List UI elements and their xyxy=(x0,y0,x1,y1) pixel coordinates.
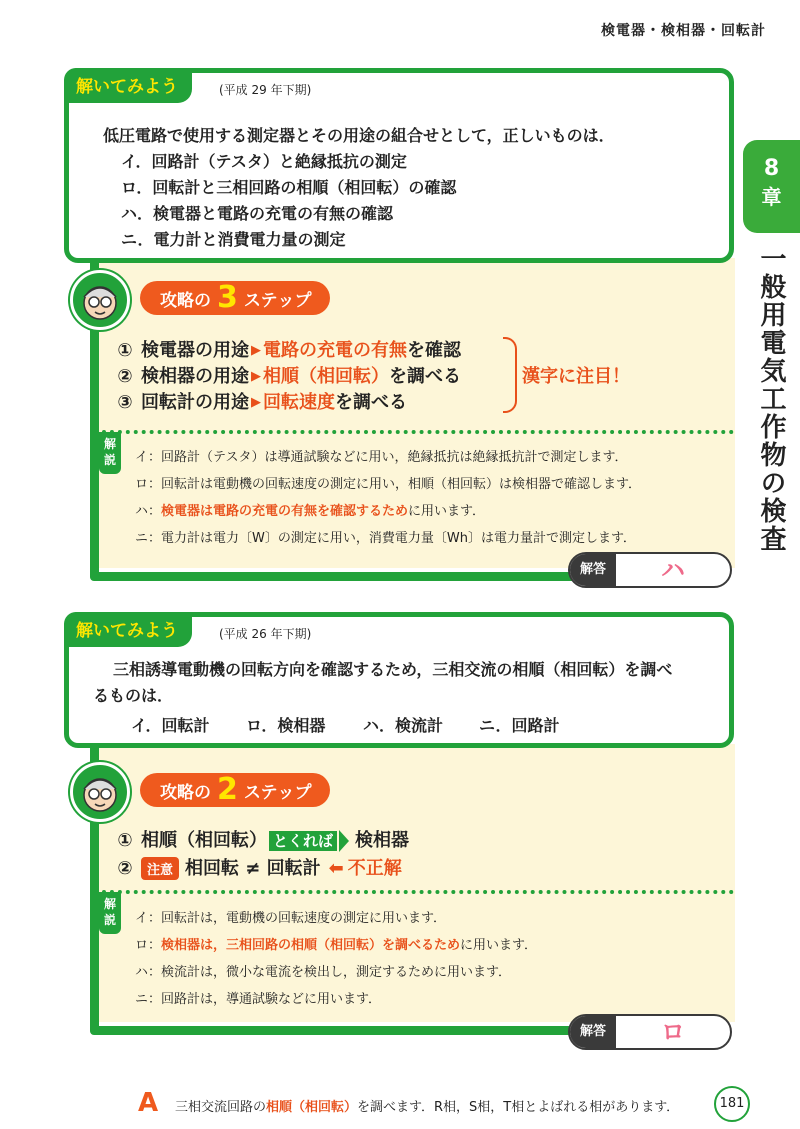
answer-box-2 xyxy=(568,1014,732,1050)
explanation-text: イ：回路計（テスタ）は導通試験などに用い，絶縁抵抗は絶縁抵抗計で測定します． xyxy=(135,450,628,465)
step-lead: 相順（相回転） xyxy=(141,830,267,851)
option-ni: ニ．回路計 xyxy=(479,716,560,735)
step-tail: を確認 xyxy=(407,340,461,361)
answer-label: 解答 xyxy=(570,554,616,586)
step-lead: 検相器の用途 xyxy=(141,366,249,387)
question-stem: 低圧電路で使用する測定器とその用途の組合せとして，正しいものは． xyxy=(103,126,615,145)
question-panel-1 xyxy=(64,68,734,263)
option-i: イ．回路計（テスタ）と絶縁抵抗の測定 xyxy=(121,152,407,171)
step-number: ③ xyxy=(117,392,133,413)
strategy-pill-2 xyxy=(140,773,330,807)
caution-badge: 注意 xyxy=(141,857,179,880)
step-text: 相回転 ≠ 回転計 xyxy=(185,858,321,879)
explanation-text: ニ：電力計は電力〔W〕の測定に用い，消費電力量〔Wh〕は電力量計で測定します． xyxy=(135,531,636,546)
footer-highlight: 相順（相回転） xyxy=(266,1100,358,1115)
explanation-i xyxy=(135,907,446,926)
character-avatar xyxy=(70,270,130,330)
explanation-text: ニ：回路計は，導通試験などに用います． xyxy=(135,992,381,1007)
explanation-text: イ：回転計は，電動機の回転速度の測定に用います． xyxy=(135,911,446,926)
strategy-suffix: ステップ xyxy=(243,290,312,311)
option-ha: ハ．検電器と電路の充電の有無の確認 xyxy=(121,204,394,223)
step2-1 xyxy=(115,826,409,852)
strategy-pill-1 xyxy=(140,281,330,315)
footer-note xyxy=(175,1096,679,1115)
footer-text-tail: を調べます．R相，S相，T相とよばれる相があります． xyxy=(357,1100,680,1115)
explanation-i xyxy=(135,446,627,465)
answer-marker: A xyxy=(138,1088,159,1118)
explanation-ha xyxy=(135,961,511,980)
step-number: ② xyxy=(117,858,133,879)
explanation-prefix: ハ： xyxy=(135,504,162,519)
step2-2 xyxy=(115,854,402,880)
option-ro: ロ．回転計と三相回路の相順（相回転）の確認 xyxy=(121,178,457,197)
answer-value: ロ xyxy=(661,1018,685,1046)
explanation-prefix: ロ： xyxy=(135,938,162,953)
strategy-suffix: ステップ xyxy=(243,782,312,803)
question-stem-line2: るものは． xyxy=(93,686,174,705)
explanation-suffix: に用います． xyxy=(408,504,485,519)
explanation-text: ハ：検流計は，微小な電流を検出し，測定するために用います． xyxy=(135,965,511,980)
step-key: 回転速度 xyxy=(263,392,335,413)
step-key: 電路の充電の有無 xyxy=(263,340,407,361)
option-ni: ニ．電力計と消費電力量の測定 xyxy=(121,230,346,249)
question-year: (平成 29 年下期) xyxy=(219,83,312,97)
chapter-unit: 章 xyxy=(761,185,782,209)
triangle-arrow-icon: ▶ xyxy=(251,395,261,410)
strategy-count: 2 xyxy=(217,772,238,807)
explanation-highlight: 検相器は，三相回路の相順（相回転）を調べるため xyxy=(161,938,461,953)
professor-icon xyxy=(73,765,127,819)
step-lead: 検電器の用途 xyxy=(141,340,249,361)
step-tail: を調べる xyxy=(335,392,407,413)
option-i: イ．回転計 xyxy=(131,716,210,735)
step-1 xyxy=(115,336,461,362)
answer-box-1 xyxy=(568,552,732,588)
footer-text: 三相交流回路の xyxy=(175,1100,267,1115)
triangle-arrow-icon: ▶ xyxy=(251,343,261,358)
explanation-ro xyxy=(135,934,537,953)
running-head: 検電器・検相器・回転計 xyxy=(601,23,766,39)
question-year: (平成 26 年下期) xyxy=(219,627,312,641)
triangle-arrow-icon: ▶ xyxy=(251,369,261,384)
page-number: 181 xyxy=(714,1086,750,1122)
question-label: 解いてみよう xyxy=(64,612,192,647)
character-avatar xyxy=(70,762,130,822)
step-tail: を調べる xyxy=(389,366,461,387)
step-number: ① xyxy=(117,830,133,851)
dotted-divider xyxy=(102,890,734,894)
block-bottom-rule xyxy=(90,572,590,581)
step-result: 検相器 xyxy=(355,830,410,851)
step-wrong: 不正解 xyxy=(347,858,402,879)
step-lead: 回転計の用途 xyxy=(141,392,249,413)
dotted-divider xyxy=(102,430,734,434)
explanation-text: ロ：回転計は電動機の回転速度の測定に用い，相順（相回転）は検相器で確認します． xyxy=(135,477,641,492)
kaisetsu-tag: 解 説 xyxy=(99,892,121,934)
answer-label: 解答 xyxy=(570,1016,616,1048)
step-number: ① xyxy=(117,340,133,361)
block-bottom-rule xyxy=(90,1026,590,1035)
kanji-note: 漢字に注目！ xyxy=(522,366,630,387)
option-ha: ハ．検流計 xyxy=(363,716,444,735)
step-key: 相順（相回転） xyxy=(263,366,389,387)
arrow-left-icon: ⬅ xyxy=(328,858,344,879)
strategy-prefix: 攻略の xyxy=(160,290,211,311)
question-stem-line1: 三相誘導電動機の回転方向を確認するため，三相交流の相順（相回転）を調べ xyxy=(113,660,673,679)
strategy-prefix: 攻略の xyxy=(160,782,211,803)
explanation-ni xyxy=(135,988,381,1007)
chapter-number: 8 xyxy=(763,156,780,181)
kaisetsu-tag: 解 説 xyxy=(99,432,121,474)
professor-icon xyxy=(73,273,127,327)
step-3 xyxy=(115,388,407,414)
explanation-ro xyxy=(135,473,641,492)
step-2 xyxy=(115,362,461,388)
question-label: 解いてみよう xyxy=(64,68,192,103)
answer-value: ハ xyxy=(661,556,685,584)
step-number: ② xyxy=(117,366,133,387)
explanation-highlight: 検電器は電路の充電の有無を確認するため xyxy=(161,504,409,519)
tokureba-tag: とくれば xyxy=(269,831,337,851)
question-panel-2 xyxy=(64,612,734,748)
arrow-right-icon xyxy=(339,830,349,852)
strategy-count: 3 xyxy=(217,280,238,315)
explanation-ni xyxy=(135,527,636,546)
right-brace xyxy=(503,337,517,413)
option-ro: ロ．検相器 xyxy=(246,716,326,735)
explanation-ha xyxy=(135,500,485,519)
chapter-title: 一般用電気工作物の検査 xyxy=(756,245,786,553)
explanation-suffix: に用います． xyxy=(460,938,537,953)
chapter-tab xyxy=(743,140,800,233)
